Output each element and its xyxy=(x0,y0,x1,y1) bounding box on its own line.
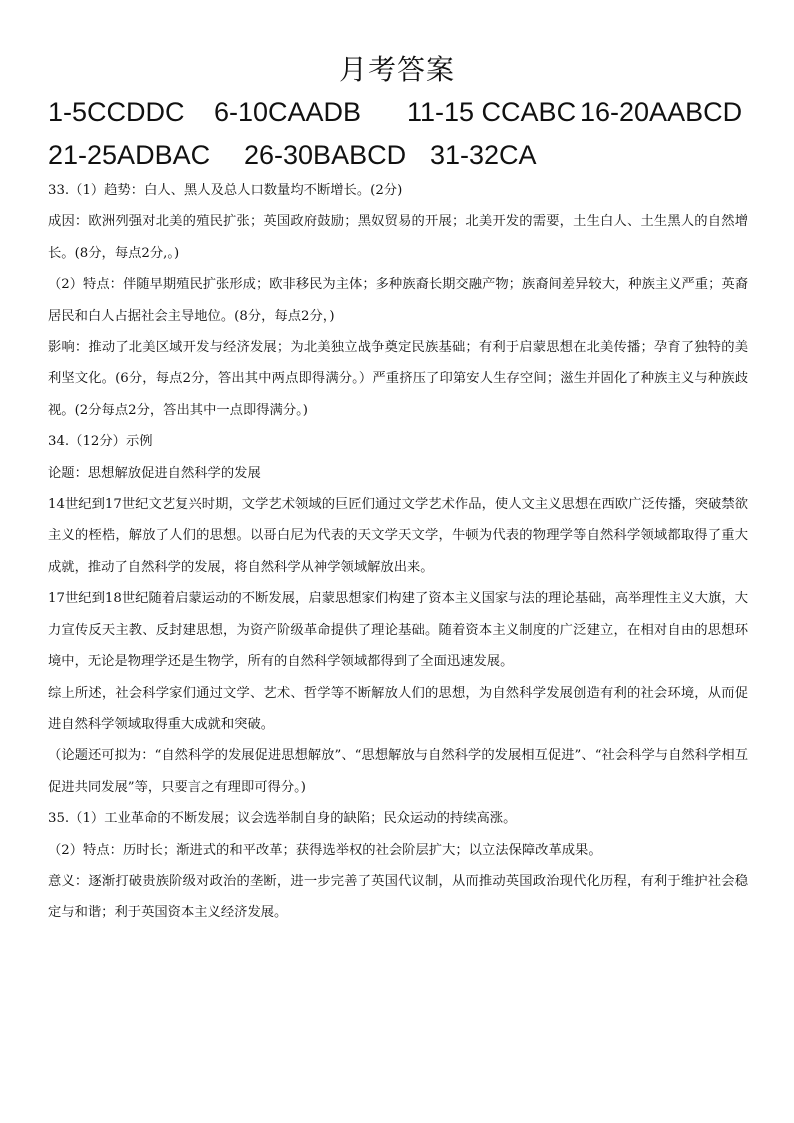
answer-group: 6-10CAADB xyxy=(214,97,362,127)
q34-conclusion: 综上所述，社会科学家们通过文学、艺术、哲学等不断解放人们的思想，为自然科学发展创造有利的社会环境，从而促进自然科学领域取得重大成就和突破。 xyxy=(48,685,748,732)
q33-causes: 成因：欧洲列强对北美的殖民扩张；英国政府鼓励；黑奴贸易的开展；北美开发的需要，土生白人、土生黑人的自然增长。(8分，每点2分,。) xyxy=(48,214,748,261)
q34-thesis: 论题：思想解放促进自然科学的发展 xyxy=(48,465,261,481)
q35-part1: 35.（1）工业革命的不断发展；议会选举制自身的缺陷；民众运动的持续高涨。 xyxy=(48,811,517,827)
answer-group: 1-5CCDDC xyxy=(48,97,185,127)
q34-alternatives: （论题还可拟为：“自然科学的发展促进思想解放”、“思想解放与自然科学的发展相互促进”、“社会科学与自然科学相互促进共同发展”等，只要言之有理即可得分。) xyxy=(48,748,748,795)
q34-renaissance: 14世纪到17世纪文艺复兴时期，文学艺术领域的巨匠们通过文学艺术作品，使人文主义思想在西欧广泛传播，突破禁欲主义的桎梏，解放了人们的思想。以哥白尼为代表的天文学天文学，牛顿为代表的物理学等自然科学领域都取得了重大成就，推动了自然科学的发展，将自然科学从神学领域解放出来。 xyxy=(48,497,748,575)
answer-group: 31-32CA xyxy=(430,140,537,170)
answer-key-row-2 xyxy=(48,137,748,173)
q33-trend: 33.（1）趋势：白人、黑人及总人口数量均不断增长。(2分) xyxy=(48,183,403,198)
answer-group: 11-15 CCABC xyxy=(407,97,577,127)
answer-group: 16-20AABCD xyxy=(580,97,743,127)
q35-significance: 意义：逐渐打破贵族阶级对政治的垄断，进一步完善了英国代议制，从而推动英国政治现代化历程，有利于维护社会稳定与和谐；利于英国资本主义经济发展。 xyxy=(48,873,748,921)
answer-explanations xyxy=(48,175,748,929)
q34-header: 34.（12分）示例 xyxy=(48,434,153,450)
answer-group: 21-25ADBAC xyxy=(48,140,211,170)
q35-features: （2）特点：历时长；渐进式的和平改革；获得选举权的社会阶层扩大；以立法保障改革成果。 xyxy=(48,842,602,858)
page-title: 月考答案 xyxy=(338,53,455,86)
q33-features: （2）特点：伴随早期殖民扩张形成；欧非移民为主体；多种族裔长期交融产物；族裔间差异较大，种族主义严重；英裔居民和白人占据社会主导地位。(8分，每点2分，) xyxy=(48,277,748,324)
answer-key-row-1 xyxy=(48,94,748,130)
q34-enlightenment: 17世纪到18世纪随着启蒙运动的不断发展，启蒙思想家们构建了资本主义国家与法的理论基础，高举理性主义大旗，大力宣传反天主教、反封建思想，为资产阶级革命提供了理论基础。随着资本主义制度的广泛建立，在相对自由的思想环境中，无论是物理学还是生物学，所有的自然科学领域都得到了全面迅速发展。 xyxy=(48,591,748,670)
answer-group: 26-30BABCD xyxy=(244,140,407,170)
q33-impact: 影响：推动了北美区域开发与经济发展；为北美独立战争奠定民族基础；有利于启蒙思想在北美传播；孕育了独特的美利坚文化。(6分，每点2分，答出其中两点即得满分。）严重挤压了印第安人生存空间；滋生并固化了种族主义与种族歧视。(2分每点2分，答出其中一点即得满分。) xyxy=(48,340,748,418)
